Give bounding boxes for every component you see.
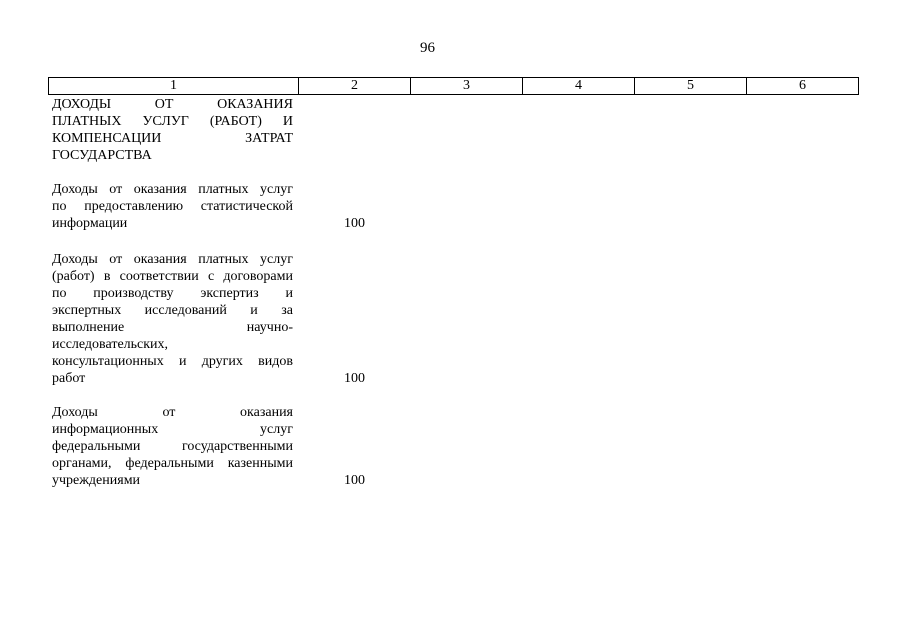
text-line: ГОСУДАРСТВА — [52, 148, 152, 163]
text-line: информационных услуг — [52, 422, 293, 437]
text-line: ПЛАТНЫХ УСЛУГ (РАБОТ) И — [52, 114, 293, 129]
row-description — [52, 404, 293, 489]
text-line: ДОХОДЫ ОТ ОКАЗАНИЯ — [52, 97, 293, 112]
text-line: Доходы от оказания платных услуг — [52, 252, 293, 267]
text-line: по предоставлению статистической — [52, 199, 293, 214]
text-line: по производству экспертиз и — [52, 286, 293, 301]
text-line: консультационных и других видов — [52, 354, 293, 369]
text-line: работ — [52, 371, 86, 386]
text-line: выполнение научно- — [52, 320, 293, 335]
row-value-col-2: 100 — [344, 473, 365, 488]
text-line: федеральными государственными — [52, 439, 293, 454]
table-header-row — [48, 77, 859, 95]
text-line: информации — [52, 216, 128, 231]
text-line: исследовательских, — [52, 337, 169, 352]
column-header-3: 3 — [411, 78, 523, 94]
row-description — [52, 251, 293, 387]
row-value-col-2: 100 — [344, 216, 365, 231]
column-header-4: 4 — [523, 78, 635, 94]
row-description — [52, 96, 293, 164]
row-value-col-2: 100 — [344, 371, 365, 386]
column-header-2: 2 — [299, 78, 411, 94]
table-row — [52, 181, 382, 232]
page-number: 96 — [420, 40, 435, 56]
column-header-6: 6 — [799, 78, 806, 93]
text-line: органами, федеральными казенными — [52, 456, 293, 471]
text-line: КОМПЕНСАЦИИ ЗАТРАТ — [52, 131, 293, 146]
row-description — [52, 181, 293, 232]
column-header-1: 1 — [49, 78, 299, 94]
table-row — [52, 404, 382, 489]
text-line: (работ) в соответствии с договорами — [52, 269, 293, 284]
table-row — [52, 251, 382, 387]
column-header-5: 5 — [635, 78, 747, 94]
text-line: учреждениями — [52, 473, 141, 488]
table-row-section-heading — [52, 96, 382, 164]
text-line: экспертных исследований и за — [52, 303, 293, 318]
text-line: Доходы от оказания платных услуг — [52, 182, 293, 197]
text-line: Доходы от оказания — [52, 405, 293, 420]
